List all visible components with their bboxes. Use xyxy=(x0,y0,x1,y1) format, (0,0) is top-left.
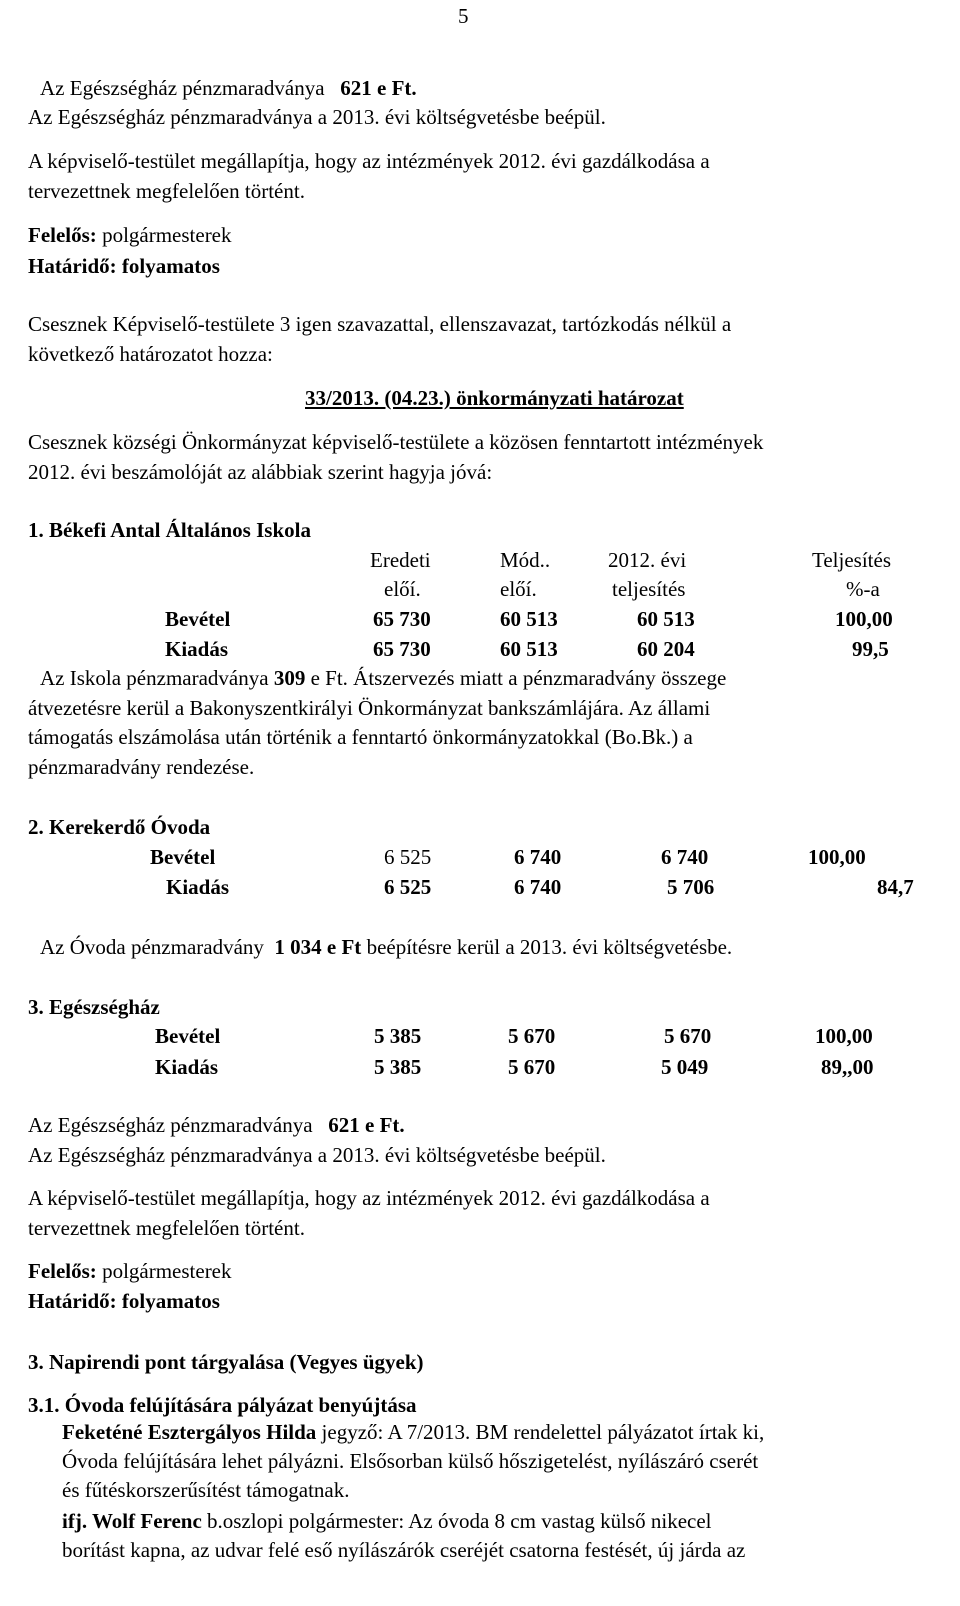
bottom-hatarido-value: folyamatos xyxy=(121,1289,220,1313)
bottom-line-3: A képviselő-testület megállapítja, hogy az intézmények 2012. évi gazdálkodása a xyxy=(28,1186,710,1210)
kindergarten-row-value: 6 740 xyxy=(514,875,562,899)
resolution-line-1: Csesznek községi Önkormányzat képviselő-testülete a közösen fenntartott intézmények xyxy=(28,430,764,454)
health-row-value: 5 670 xyxy=(508,1024,556,1048)
top-felelos-label: Felelős: xyxy=(28,223,97,247)
school-row-value: 65 730 xyxy=(373,607,431,631)
bottom-felelos-label: Felelős: xyxy=(28,1259,97,1283)
school-header-col3-r1: 2012. évi xyxy=(608,548,687,572)
kindergarten-row-value: 6 740 xyxy=(661,845,709,869)
agenda-heading: 3. Napirendi pont tárgyalása (Vegyes ügyek) xyxy=(28,1350,424,1374)
top-hatarido xyxy=(28,254,220,278)
school-header-col4-r1: Teljesítés xyxy=(812,548,892,572)
kindergarten-row-value: 84,7 xyxy=(877,875,914,899)
health-row-value: 100,00 xyxy=(815,1024,873,1048)
bottom-line-1-text: Az Egészségház pénzmaradványa xyxy=(28,1113,313,1137)
school-header-col2-r1: Mód.. xyxy=(500,548,551,572)
top-hatarido-label: Határidő: xyxy=(28,254,117,278)
health-row-value: 5 670 xyxy=(664,1024,712,1048)
bottom-line-1 xyxy=(28,1113,405,1137)
school-header-col4-r2: %-a xyxy=(846,577,880,601)
school-row-value: 99,5 xyxy=(852,637,889,661)
agenda-p1-text: jegyző: A 7/2013. BM rendelettel pályázatot írtak ki, xyxy=(321,1420,765,1444)
school-row-label: Kiadás xyxy=(165,637,229,661)
kindergarten-note-text-2: beépítésre kerül a 2013. évi költségvetésbe. xyxy=(366,935,733,959)
school-note-4: pénzmaradvány rendezése. xyxy=(28,755,255,779)
agenda-p1-line-2: Óvoda felújítására lehet pályázni. Elsősorban külső hőszigetelést, nyílászáró cserét xyxy=(62,1449,759,1473)
top-felelos xyxy=(28,223,232,247)
resolution-line-2: 2012. évi beszámolóját az alábbiak szerint hagyja jóvá: xyxy=(28,460,493,484)
kindergarten-note-text: Az Óvoda pénzmaradvány xyxy=(40,935,264,959)
school-header-col1-r1: Eredeti xyxy=(370,548,431,572)
kindergarten-row-label: Bevétel xyxy=(150,845,216,869)
health-row-value: 5 670 xyxy=(508,1055,556,1079)
school-row-value: 60 513 xyxy=(500,607,558,631)
kindergarten-row-value: 100,00 xyxy=(808,845,866,869)
bottom-felelos-value: polgármesterek xyxy=(102,1259,232,1283)
health-row-value: 5 385 xyxy=(374,1024,422,1048)
health-row-value: 5 385 xyxy=(374,1055,422,1079)
kindergarten-row-value: 6 740 xyxy=(514,845,562,869)
agenda-p1-speaker: Feketéné Esztergályos Hilda xyxy=(62,1420,317,1444)
agenda-p2-line-2: borítást kapna, az udvar felé eső nyílászárók cseréjét csatorna festését, új járda az xyxy=(62,1538,746,1562)
agenda-p2-line-1 xyxy=(62,1509,712,1533)
health-row-label: Bevétel xyxy=(155,1024,221,1048)
agenda-p1-line-1 xyxy=(62,1420,764,1444)
top-line-3: A képviselő-testület megállapítja, hogy az intézmények 2012. évi gazdálkodása a xyxy=(28,149,710,173)
health-row-value: 89,,00 xyxy=(821,1055,874,1079)
school-note-text-2: e Ft. Átszervezés miatt a pénzmaradvány összege xyxy=(310,666,727,690)
school-row-value: 60 204 xyxy=(637,637,695,661)
school-row-value: 65 730 xyxy=(373,637,431,661)
school-row-value: 60 513 xyxy=(500,637,558,661)
top-hatarido-value: folyamatos xyxy=(121,254,220,278)
top-line-1 xyxy=(40,76,417,100)
agenda-p2-text: b.oszlopi polgármester: Az óvoda 8 cm vastag külső nikecel xyxy=(207,1509,712,1533)
bottom-line-1-amount: 621 e Ft. xyxy=(328,1113,405,1137)
bottom-line-2: Az Egészségház pénzmaradványa a 2013. évi költségvetésbe beépül. xyxy=(28,1143,606,1167)
school-row-label: Bevétel xyxy=(165,607,231,631)
agenda-p1-line-3: és fűtéskorszerűsítést támogatnak. xyxy=(62,1478,350,1502)
health-heading: 3. Egészségház xyxy=(28,995,160,1019)
school-header-col2-r2: előí. xyxy=(500,577,537,601)
bottom-felelos xyxy=(28,1259,232,1283)
school-row-value: 100,00 xyxy=(835,607,893,631)
bottom-hatarido xyxy=(28,1289,220,1313)
top-line-1-text: Az Egészségház pénzmaradványa xyxy=(40,76,325,100)
school-header-col1-r2: előí. xyxy=(384,577,421,601)
resolution-title: 33/2013. (04.23.) önkormányzati határozat xyxy=(305,386,684,410)
agenda-p2-speaker: ifj. Wolf Ferenc xyxy=(62,1509,202,1533)
page-number: 5 xyxy=(458,4,469,28)
school-note-amount: 309 xyxy=(273,666,306,690)
kindergarten-row-value: 5 706 xyxy=(667,875,715,899)
health-row-value: 5 049 xyxy=(661,1055,709,1079)
health-row-label: Kiadás xyxy=(155,1055,219,1079)
kindergarten-note-amount: 1 034 e Ft xyxy=(274,935,362,959)
top-line-1-amount: 621 e Ft. xyxy=(340,76,417,100)
kindergarten-heading: 2. Kerekerdő Óvoda xyxy=(28,815,211,839)
school-note-1 xyxy=(40,666,726,690)
kindergarten-note xyxy=(40,935,732,959)
school-note-text: Az Iskola pénzmaradványa xyxy=(40,666,269,690)
vote-line-2: következő határozatot hozza: xyxy=(28,342,273,366)
kindergarten-row-value: 6 525 xyxy=(384,845,432,869)
school-note-2: átvezetésre kerül a Bakonyszentkirályi Önkormányzat bankszámlájára. Az állami xyxy=(28,696,711,720)
school-header-col3-r2: teljesítés xyxy=(612,577,686,601)
kindergarten-row-value: 6 525 xyxy=(384,875,432,899)
school-note-3: támogatás elszámolása után történik a fenntartó önkormányzatokkal (Bo.Bk.) a xyxy=(28,725,693,749)
school-row-value: 60 513 xyxy=(637,607,695,631)
school-heading: 1. Békefi Antal Általános Iskola xyxy=(28,518,311,542)
top-felelos-value: polgármesterek xyxy=(102,223,232,247)
top-line-4: tervezettnek megfelelően történt. xyxy=(28,179,305,203)
agenda-sub-heading: 3.1. Óvoda felújítására pályázat benyújtása xyxy=(28,1393,417,1417)
bottom-line-4: tervezettnek megfelelően történt. xyxy=(28,1216,305,1240)
top-line-2: Az Egészségház pénzmaradványa a 2013. évi költségvetésbe beépül. xyxy=(28,105,606,129)
bottom-hatarido-label: Határidő: xyxy=(28,1289,117,1313)
vote-line-1: Csesznek Képviselő-testülete 3 igen szavazattal, ellenszavazat, tartózkodás nélkül a xyxy=(28,312,732,336)
kindergarten-row-label: Kiadás xyxy=(166,875,230,899)
